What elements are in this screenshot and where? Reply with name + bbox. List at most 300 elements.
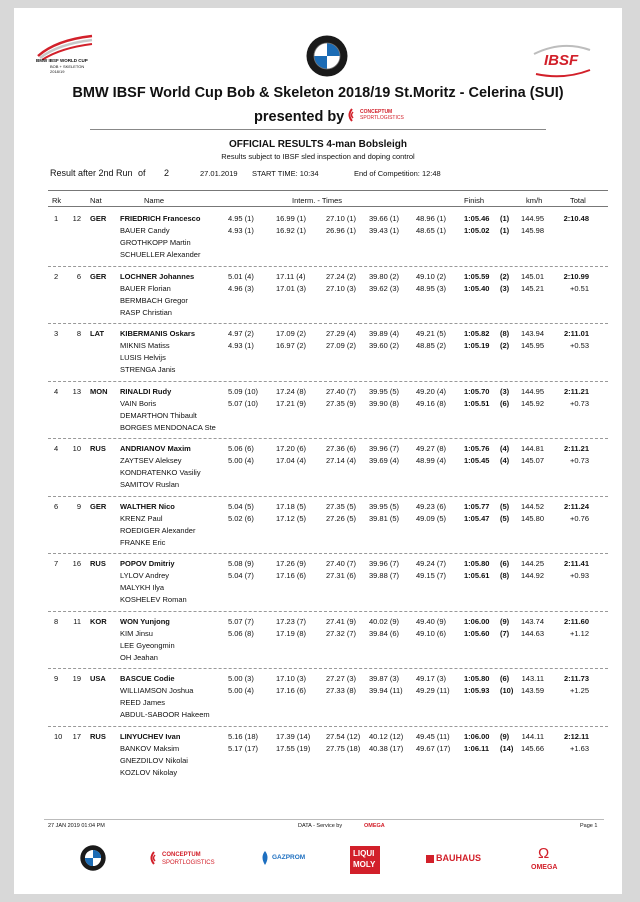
speed: 144.95 (521, 386, 544, 396)
speed: 145.01 (521, 271, 544, 281)
speed: 143.74 (521, 616, 544, 626)
finish-rank: (6) (500, 559, 510, 568)
presented-by: presented by (254, 109, 345, 125)
nation: LAT (90, 329, 105, 338)
total-time: 2:11.01 (563, 329, 589, 338)
liqui-moly-line-2: MOLY (353, 860, 376, 869)
interm-time: 5.00 (3) (228, 674, 254, 683)
interm-time: 27.10 (1) (326, 214, 357, 223)
finish-rank: (5) (500, 501, 510, 511)
finish-rank: (7) (500, 628, 510, 638)
col-finish: Finish (464, 196, 485, 205)
speed: 144.11 (521, 731, 544, 741)
interm-time: 27.41 (9) (326, 616, 357, 626)
crew-name: FRANKE Eric (120, 537, 166, 547)
interm-time: 49.23 (6) (416, 501, 447, 511)
finish-time: 1:05.47 (464, 513, 490, 523)
conceptum-line-2: SPORTLOGISTICS (360, 115, 404, 121)
conceptum-sponsor-line-2: SPORTLOGISTICS (162, 860, 215, 866)
interm-time: 39.60 (2) (369, 341, 400, 350)
logo-line-2: BOB + SKELETON (50, 64, 85, 69)
interm-time: 17.39 (14) (276, 731, 311, 741)
crew-name: BANKOV Maksim (120, 743, 180, 753)
speed: 144.25 (521, 559, 544, 568)
row-separator (48, 438, 608, 439)
finish-time: 1:06.00 (464, 731, 490, 741)
ibsf-logo (530, 40, 594, 80)
interm-time: 48.99 (4) (416, 456, 447, 465)
finish-time: 1:05.40 (464, 283, 490, 293)
pilot-name: WON Yunjong (120, 616, 170, 626)
interm-time: 39.69 (4) (369, 456, 400, 465)
interm-time: 48.95 (3) (416, 283, 447, 293)
crew-name: WILLIAMSON Joshua (120, 686, 194, 695)
crew-name: LEE Gyeongmin (120, 640, 175, 650)
speed: 143.59 (521, 686, 544, 695)
interm-time: 4.93 (1) (228, 341, 254, 350)
finish-time: 1:05.59 (464, 271, 490, 281)
speed: 143.94 (521, 329, 544, 338)
race-date: 27.01.2019 (200, 169, 238, 178)
interm-time: 17.12 (5) (276, 513, 307, 523)
finish-rank: (14) (500, 743, 514, 753)
nation: GER (90, 271, 107, 281)
omega-sponsor (528, 847, 568, 873)
interm-time: 49.21 (5) (416, 329, 447, 338)
bib-number: 19 (72, 674, 81, 683)
interm-time: 27.27 (3) (326, 674, 357, 683)
finish-rank: (4) (500, 444, 510, 453)
results-sheet (14, 8, 622, 894)
finish-rank: (2) (500, 271, 510, 281)
interm-time: 5.02 (6) (228, 513, 254, 523)
interm-time: 27.31 (6) (326, 571, 357, 580)
run-count: 2 (164, 168, 170, 178)
bib-number: 16 (72, 559, 81, 568)
time-behind: +1.63 (570, 743, 589, 753)
interm-time: 49.20 (4) (416, 386, 447, 396)
finish-rank: (6) (500, 398, 510, 408)
finish-rank: (4) (500, 456, 510, 465)
bib-number: 6 (76, 271, 81, 281)
interm-time: 39.95 (5) (369, 501, 400, 511)
finish-time: 1:05.82 (464, 329, 490, 338)
interm-time: 17.11 (4) (276, 271, 306, 281)
crew-name: VAIN Boris (120, 398, 157, 408)
interm-time: 49.09 (5) (416, 513, 447, 523)
start-time: START TIME: 10:34 (252, 169, 319, 178)
nation: GER (90, 214, 107, 223)
finish-time: 1:05.46 (464, 214, 490, 223)
interm-time: 48.65 (1) (416, 226, 447, 235)
interm-time: 17.21 (9) (276, 398, 307, 408)
total-time: 2:11.73 (563, 674, 589, 683)
nation: RUS (90, 559, 106, 568)
crew-name: MALYKH Ilya (120, 583, 165, 592)
total-time: 2:10.99 (563, 271, 589, 281)
rank: 4 (54, 386, 59, 396)
interm-time: 27.33 (8) (326, 686, 357, 695)
interm-time: 27.26 (5) (326, 513, 357, 523)
finish-rank: (5) (500, 513, 510, 523)
interm-time: 39.96 (7) (369, 559, 400, 568)
interm-time: 17.55 (19) (276, 743, 311, 753)
finish-rank: (6) (500, 674, 510, 683)
interm-time: 39.88 (7) (369, 571, 400, 580)
logo-line-3: 2018/19 (50, 69, 65, 74)
rank: 3 (54, 329, 59, 338)
conceptum-line-1: CONCEPTUM (360, 109, 393, 115)
omega-text: OMEGA (531, 864, 558, 871)
header-rule-bottom (48, 206, 608, 207)
crew-name: BORGES MENDONACA Ste (120, 422, 216, 432)
finish-time: 1:05.77 (464, 501, 490, 511)
total-time: 2:11.21 (563, 386, 589, 396)
footer-rule (44, 819, 604, 820)
crew-name: BERMBACH Gregor (120, 295, 188, 305)
interm-time: 17.04 (4) (276, 456, 307, 465)
crew-name: ZAYTSEV Aleksey (120, 456, 182, 465)
interm-time: 17.10 (3) (276, 674, 307, 683)
end-time: End of Competition: 12:48 (354, 169, 441, 178)
speed: 145.98 (521, 226, 544, 235)
crew-name: DEMARTHON Thibault (120, 410, 197, 420)
interm-time: 39.89 (4) (369, 329, 400, 338)
conceptum-sponsor-line-1: CONCEPTUM (162, 852, 201, 858)
bib-number: 10 (72, 444, 81, 453)
rank: 9 (54, 674, 59, 683)
time-behind: +1.25 (570, 686, 589, 695)
bmw-sponsor-icon (80, 845, 106, 871)
finish-rank: (1) (500, 226, 510, 235)
finish-time: 1:05.60 (464, 628, 490, 638)
time-behind: +0.73 (570, 456, 589, 465)
pilot-name: RINALDI Rudy (120, 386, 172, 396)
rank: 4 (54, 444, 59, 453)
header-rule-top (48, 190, 608, 191)
disclaimer: Results subject to IBSF sled inspection and doping control (221, 152, 415, 161)
bauhaus-sponsor (426, 853, 490, 865)
row-separator (48, 553, 608, 554)
speed: 145.80 (521, 513, 544, 523)
finish-rank: (8) (500, 329, 510, 338)
bib-number: 9 (76, 501, 81, 511)
bib-number: 13 (72, 386, 81, 396)
data-service-label: DATA - Service by (298, 823, 343, 829)
pilot-name: ANDRIANOV Maxim (120, 444, 191, 453)
interm-time: 5.00 (4) (228, 456, 254, 465)
bib-number: 11 (73, 616, 81, 626)
finish-rank: (3) (500, 283, 510, 293)
interm-time: 5.16 (18) (228, 731, 259, 741)
rank: 10 (54, 731, 63, 741)
interm-time: 27.36 (6) (326, 444, 357, 453)
interm-time: 5.07 (7) (228, 616, 254, 626)
row-separator (48, 726, 608, 727)
finish-rank: (9) (500, 731, 510, 741)
interm-time: 5.04 (5) (228, 501, 254, 511)
interm-time: 40.38 (17) (369, 743, 404, 753)
world-cup-logo (36, 34, 96, 74)
col-rk: Rk (52, 196, 62, 205)
rank: 8 (54, 616, 59, 626)
rank: 7 (54, 559, 59, 568)
time-behind: +0.76 (570, 513, 589, 523)
interm-time: 5.08 (9) (228, 559, 254, 568)
interm-time: 49.29 (11) (416, 686, 450, 695)
interm-time: 39.66 (1) (369, 214, 400, 223)
liqui-moly-line-1: LIQUI (353, 849, 375, 858)
total-time: 2:11.41 (563, 559, 589, 568)
interm-time: 40.02 (9) (369, 616, 400, 626)
interm-time: 17.19 (8) (276, 628, 307, 638)
interm-time: 39.62 (3) (369, 283, 400, 293)
conceptum-sponsor (148, 850, 228, 872)
nation: KOR (90, 616, 107, 626)
crew-name: GROTHKOPP Martin (120, 238, 191, 247)
crew-name: KOZLOV Nikolay (120, 767, 178, 777)
crew-name: GNEZDILOV Nikolai (120, 755, 188, 765)
ibsf-logo-text: IBSF (544, 52, 579, 69)
nation: GER (90, 501, 107, 511)
bib-number: 8 (76, 329, 81, 338)
interm-time: 17.20 (6) (276, 444, 307, 453)
interm-time: 27.32 (7) (326, 628, 357, 638)
bib-number: 12 (72, 214, 81, 223)
interm-time: 49.27 (8) (416, 444, 447, 453)
speed: 144.95 (521, 214, 544, 223)
col-interm: Interm. - Times (292, 196, 343, 205)
interm-time: 17.16 (6) (276, 686, 307, 695)
crew-name: SAMITOV Ruslan (120, 480, 180, 489)
interm-time: 16.97 (2) (276, 341, 307, 350)
finish-time: 1:05.61 (464, 571, 490, 580)
speed: 145.95 (521, 341, 544, 350)
conceptum-mark-icon (346, 108, 358, 122)
interm-time: 27.14 (4) (326, 456, 357, 465)
time-behind: +0.51 (570, 283, 589, 293)
rank: 1 (54, 214, 59, 223)
interm-time: 5.09 (10) (228, 386, 259, 396)
finish-time: 1:05.93 (464, 686, 490, 695)
speed: 145.21 (521, 283, 544, 293)
interm-time: 27.29 (4) (326, 329, 357, 338)
conceptum-sponsor-icon (148, 850, 160, 866)
crew-name: OH Jeahan (120, 652, 158, 662)
interm-time: 27.35 (9) (326, 398, 357, 408)
gazprom-text: GAZPROM (272, 854, 306, 861)
interm-time: 48.96 (1) (416, 214, 447, 223)
pilot-name: LINYUCHEV Ivan (120, 731, 181, 741)
speed: 144.52 (521, 501, 544, 511)
speed: 144.63 (521, 628, 544, 638)
interm-time: 5.00 (4) (228, 686, 254, 695)
interm-time: 4.93 (1) (228, 226, 254, 235)
speed: 144.81 (521, 444, 544, 453)
interm-time: 17.01 (3) (276, 283, 307, 293)
gazprom-sponsor (260, 851, 314, 867)
finish-time: 1:05.80 (464, 559, 490, 568)
crew-name: STRENGA Janis (120, 365, 176, 374)
flame-icon (260, 851, 270, 865)
crew-name: MIKNIS Matiss (120, 341, 170, 350)
interm-time: 49.24 (7) (416, 559, 447, 568)
finish-time: 1:05.51 (464, 398, 490, 408)
swoosh-icon (36, 34, 96, 60)
interm-time: 39.43 (1) (369, 226, 400, 235)
col-kmh: km/h (526, 196, 543, 205)
crew-name: BAUER Florian (120, 283, 171, 293)
time-behind: +0.53 (570, 341, 589, 350)
finish-time: 1:05.02 (464, 226, 490, 235)
crew-name: SCHUELLER Alexander (120, 250, 201, 259)
finish-rank: (9) (500, 616, 510, 626)
crew-name: KRENZ Paul (120, 513, 163, 523)
logo-line-1: BMW IBSF WORLD CUP (36, 58, 88, 63)
interm-time: 27.54 (12) (326, 731, 361, 741)
interm-time: 49.10 (2) (416, 271, 447, 281)
pilot-name: BASCUE Codie (120, 674, 175, 683)
interm-time: 4.97 (2) (228, 329, 254, 338)
interm-time: 39.81 (5) (369, 513, 400, 523)
page-number: Page 1 (580, 823, 598, 829)
printed-timestamp: 27 JAN 2019 01:04 PM (48, 823, 105, 829)
interm-time: 4.95 (1) (228, 214, 254, 223)
finish-rank: (1) (500, 214, 510, 223)
pilot-name: POPOV Dmitriy (120, 559, 175, 568)
interm-time: 39.95 (5) (369, 386, 400, 396)
interm-time: 5.06 (6) (228, 444, 254, 453)
interm-time: 5.04 (7) (228, 571, 254, 580)
nation: MON (90, 386, 108, 396)
interm-time: 5.06 (8) (228, 628, 254, 638)
page-title: BMW IBSF World Cup Bob & Skeleton 2018/19 St.Moritz - Celerina (SUI) (72, 85, 564, 101)
row-separator (48, 611, 608, 612)
col-name: Name (144, 196, 165, 205)
finish-time: 1:05.80 (464, 674, 490, 683)
total-time: 2:11.24 (563, 501, 589, 511)
speed: 145.07 (521, 456, 544, 465)
interm-time: 5.17 (17) (228, 743, 259, 753)
interm-time: 27.40 (7) (326, 386, 357, 396)
pilot-name: KIBERMANIS Oskars (120, 329, 196, 338)
bauhaus-square-icon (426, 855, 434, 863)
interm-time: 16.92 (1) (276, 226, 307, 235)
interm-time: 17.24 (8) (276, 386, 307, 396)
rank: 2 (54, 271, 59, 281)
interm-time: 5.07 (10) (228, 398, 259, 408)
interm-time: 39.94 (11) (369, 686, 403, 695)
interm-time: 49.16 (8) (416, 398, 447, 408)
interm-time: 5.01 (4) (228, 271, 254, 281)
bauhaus-text: BAUHAUS (436, 853, 481, 863)
interm-time: 39.84 (6) (369, 628, 400, 638)
interm-time: 39.87 (3) (369, 674, 400, 683)
speed: 145.66 (521, 743, 544, 753)
finish-time: 1:05.70 (464, 386, 490, 396)
liqui-moly-sponsor (350, 846, 380, 874)
interm-time: 17.16 (6) (276, 571, 307, 580)
finish-time: 1:06.00 (464, 616, 490, 626)
interm-time: 39.96 (7) (369, 444, 400, 453)
of-label: of (138, 168, 146, 178)
row-separator (48, 496, 608, 497)
title-divider (90, 129, 546, 130)
row-separator (48, 381, 608, 382)
total-time: 2:12.11 (563, 731, 589, 741)
interm-time: 27.09 (2) (326, 341, 357, 350)
nation: USA (90, 674, 106, 683)
finish-time: 1:06.11 (464, 743, 490, 753)
finish-time: 1:05.19 (464, 341, 490, 350)
crew-name: ROEDIGER Alexander (120, 525, 196, 535)
omega-symbol-icon: Ω (538, 845, 550, 862)
interm-time: 17.18 (5) (276, 501, 307, 511)
interm-time: 49.17 (3) (416, 674, 447, 683)
time-behind: +1.12 (570, 628, 589, 638)
crew-name: RASP Christian (120, 307, 172, 317)
finish-time: 1:05.45 (464, 456, 490, 465)
time-behind: +0.93 (570, 571, 589, 580)
result-after-label: Result after 2nd Run (50, 168, 133, 178)
official-results-title: OFFICIAL RESULTS 4-man Bobsleigh (229, 139, 407, 150)
time-behind: +0.73 (570, 398, 589, 408)
interm-time: 27.10 (3) (326, 283, 357, 293)
col-nat: Nat (90, 196, 102, 205)
interm-time: 39.80 (2) (369, 271, 400, 281)
pilot-name: FRIEDRICH Francesco (120, 214, 201, 223)
crew-name: REED James (120, 698, 166, 707)
interm-time: 40.12 (12) (369, 731, 404, 741)
bib-number: 17 (72, 731, 81, 741)
crew-name: KIM Jinsu (120, 628, 153, 638)
bmw-logo-icon (306, 35, 348, 77)
row-separator (48, 668, 608, 669)
crew-name: KONDRATENKO Vasiliy (120, 468, 201, 477)
crew-name: ABDUL-SABOOR Hakeem (120, 710, 210, 719)
interm-time: 49.10 (6) (416, 628, 447, 638)
finish-rank: (8) (500, 571, 510, 580)
interm-time: 17.09 (2) (276, 329, 307, 338)
conceptum-logo (346, 106, 426, 124)
interm-time: 17.23 (7) (276, 616, 307, 626)
interm-time: 39.90 (8) (369, 398, 400, 408)
rank: 6 (54, 501, 59, 511)
interm-time: 27.75 (18) (326, 743, 361, 753)
row-separator (48, 323, 608, 324)
footer-omega: OMEGA (364, 823, 385, 829)
finish-rank: (3) (500, 386, 510, 396)
interm-time: 48.85 (2) (416, 341, 447, 350)
col-total: Total (570, 196, 586, 205)
pilot-name: WALTHER Nico (120, 501, 175, 511)
finish-rank: (10) (500, 686, 514, 695)
interm-time: 4.96 (3) (228, 283, 254, 293)
interm-time: 49.45 (11) (416, 731, 450, 741)
interm-time: 49.15 (7) (416, 571, 447, 580)
crew-name: LYLOV Andrey (120, 571, 170, 580)
crew-name: KOSHELEV Roman (120, 595, 187, 604)
total-time: 2:11.60 (563, 616, 589, 626)
total-time: 2:10.48 (563, 214, 589, 223)
crew-name: LUSIS Helvijs (120, 353, 166, 362)
interm-time: 27.24 (2) (326, 271, 357, 281)
crew-name: BAUER Candy (120, 226, 170, 235)
interm-time: 26.96 (1) (326, 226, 357, 235)
speed: 144.92 (521, 571, 544, 580)
row-separator (48, 266, 608, 267)
interm-time: 17.26 (9) (276, 559, 307, 568)
